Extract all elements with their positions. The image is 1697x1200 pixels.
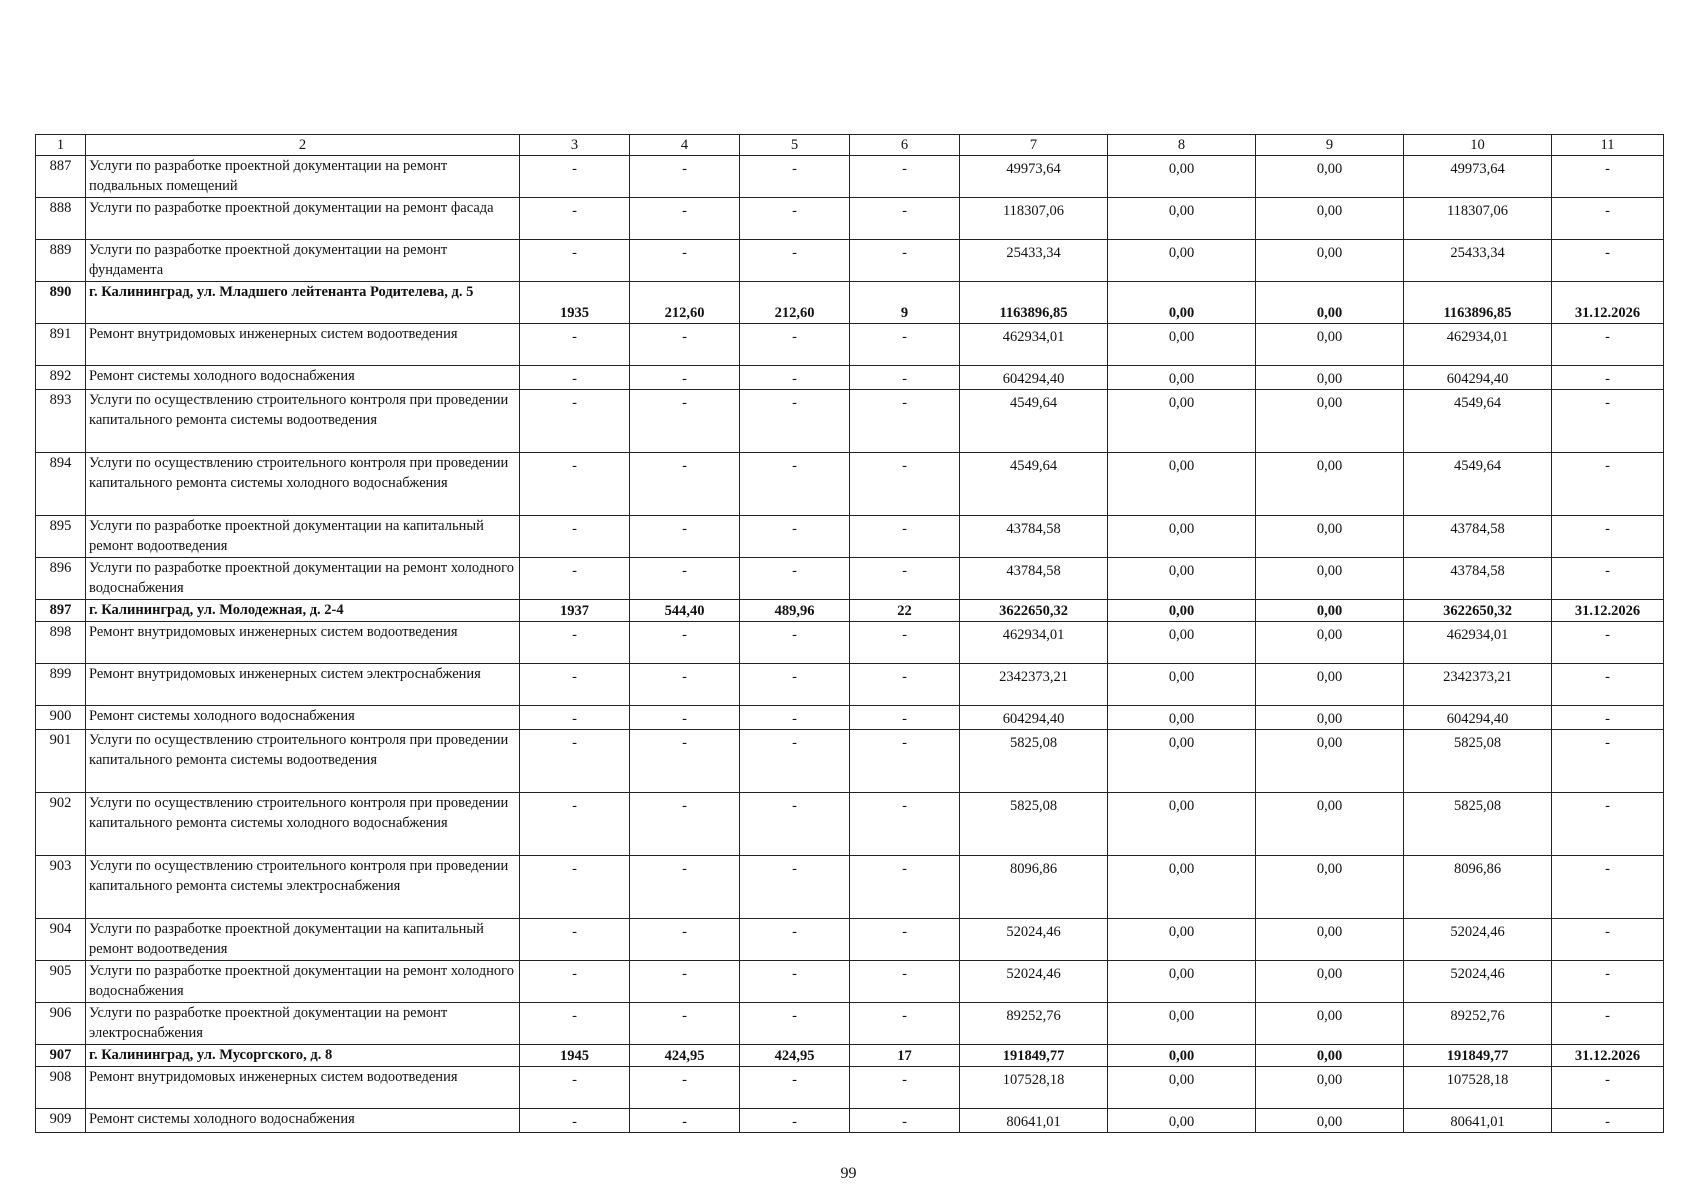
column-number-header: 7 xyxy=(960,135,1108,156)
cell-year-value: - xyxy=(520,324,630,366)
cell-area-living: - xyxy=(740,961,850,1003)
table-row xyxy=(36,156,1664,198)
table-row xyxy=(36,198,1664,240)
table-row xyxy=(36,622,1664,664)
cell-total-cost: 462934,01 xyxy=(960,622,1108,664)
cell-work-description: Услуги по осуществлению строительного контроля при проведении капитального ремонта системы электроснабжения xyxy=(86,856,520,919)
cell-deadline-date: - xyxy=(1552,390,1664,453)
cell-other-cost: 0,00 xyxy=(1256,390,1404,453)
cell-area-living: - xyxy=(740,558,850,600)
cell-area-total: - xyxy=(630,240,740,282)
cell-work-description: Услуги по разработке проектной документации на ремонт подвальных помещений xyxy=(86,156,520,198)
cell-row-number: 889 xyxy=(36,240,86,282)
cell-regional-cost: 4549,64 xyxy=(1404,453,1552,516)
cell-total-cost: 43784,58 xyxy=(960,516,1108,558)
cell-residents-count: - xyxy=(850,1067,960,1109)
cell-regional-cost: 8096,86 xyxy=(1404,856,1552,919)
cell-year-value: 1945 xyxy=(520,1045,630,1067)
cell-other-cost: 0,00 xyxy=(1256,282,1404,324)
cell-other-cost: 0,00 xyxy=(1256,730,1404,793)
cell-area-total: - xyxy=(630,1109,740,1133)
cell-total-cost: 52024,46 xyxy=(960,961,1108,1003)
cell-work-description: Услуги по разработке проектной документации на ремонт фундамента xyxy=(86,240,520,282)
cell-row-number: 909 xyxy=(36,1109,86,1133)
cell-fund-cost: 0,00 xyxy=(1108,156,1256,198)
column-number-header: 9 xyxy=(1256,135,1404,156)
table-row xyxy=(36,390,1664,453)
cell-residents-count: 9 xyxy=(850,282,960,324)
cell-total-cost: 43784,58 xyxy=(960,558,1108,600)
cell-fund-cost: 0,00 xyxy=(1108,730,1256,793)
cell-fund-cost: 0,00 xyxy=(1108,240,1256,282)
cell-year-value: - xyxy=(520,366,630,390)
cell-work-description: Ремонт системы холодного водоснабжения xyxy=(86,366,520,390)
cell-year-value: - xyxy=(520,558,630,600)
cell-residents-count: - xyxy=(850,664,960,706)
cell-area-living: - xyxy=(740,366,850,390)
cell-area-total: - xyxy=(630,730,740,793)
cell-row-number: 891 xyxy=(36,324,86,366)
cell-deadline-date: - xyxy=(1552,706,1664,730)
cell-regional-cost: 604294,40 xyxy=(1404,706,1552,730)
cell-year-value: - xyxy=(520,516,630,558)
column-number-header: 10 xyxy=(1404,135,1552,156)
cell-area-total: 212,60 xyxy=(630,282,740,324)
cell-area-living: - xyxy=(740,622,850,664)
address-row xyxy=(36,600,1664,622)
cell-row-number: 901 xyxy=(36,730,86,793)
table-row xyxy=(36,1003,1664,1045)
cell-total-cost: 462934,01 xyxy=(960,324,1108,366)
works-table xyxy=(35,134,1664,1133)
cell-row-number: 899 xyxy=(36,664,86,706)
cell-other-cost: 0,00 xyxy=(1256,664,1404,706)
cell-regional-cost: 43784,58 xyxy=(1404,558,1552,600)
cell-regional-cost: 52024,46 xyxy=(1404,919,1552,961)
cell-fund-cost: 0,00 xyxy=(1108,1003,1256,1045)
cell-total-cost: 4549,64 xyxy=(960,390,1108,453)
cell-regional-cost: 118307,06 xyxy=(1404,198,1552,240)
cell-residents-count: - xyxy=(850,622,960,664)
cell-residents-count: - xyxy=(850,366,960,390)
cell-residents-count: - xyxy=(850,793,960,856)
cell-deadline-date: - xyxy=(1552,793,1664,856)
cell-fund-cost: 0,00 xyxy=(1108,793,1256,856)
page-number: 99 xyxy=(840,1165,857,1182)
cell-area-living: 212,60 xyxy=(740,282,850,324)
cell-row-number: 908 xyxy=(36,1067,86,1109)
cell-residents-count: - xyxy=(850,730,960,793)
cell-total-cost: 3622650,32 xyxy=(960,600,1108,622)
cell-residents-count: - xyxy=(850,240,960,282)
cell-deadline-date: - xyxy=(1552,664,1664,706)
cell-deadline-date: - xyxy=(1552,156,1664,198)
cell-work-description: Ремонт внутридомовых инженерных систем водоотведения xyxy=(86,324,520,366)
cell-regional-cost: 80641,01 xyxy=(1404,1109,1552,1133)
cell-row-number: 907 xyxy=(36,1045,86,1067)
table-row xyxy=(36,793,1664,856)
cell-residents-count: - xyxy=(850,558,960,600)
cell-area-living: - xyxy=(740,324,850,366)
cell-year-value: - xyxy=(520,664,630,706)
table-row xyxy=(36,324,1664,366)
cell-residents-count: - xyxy=(850,390,960,453)
cell-other-cost: 0,00 xyxy=(1256,919,1404,961)
cell-regional-cost: 25433,34 xyxy=(1404,240,1552,282)
cell-deadline-date: - xyxy=(1552,453,1664,516)
cell-area-living: 424,95 xyxy=(740,1045,850,1067)
cell-deadline-date: 31.12.2026 xyxy=(1552,600,1664,622)
cell-other-cost: 0,00 xyxy=(1256,240,1404,282)
cell-year-value: - xyxy=(520,706,630,730)
cell-regional-cost: 5825,08 xyxy=(1404,730,1552,793)
cell-year-value: - xyxy=(520,622,630,664)
cell-area-total: 424,95 xyxy=(630,1045,740,1067)
cell-area-living: - xyxy=(740,240,850,282)
cell-year-value: - xyxy=(520,240,630,282)
cell-total-cost: 49973,64 xyxy=(960,156,1108,198)
cell-year-value: 1937 xyxy=(520,600,630,622)
cell-area-total: - xyxy=(630,919,740,961)
cell-fund-cost: 0,00 xyxy=(1108,961,1256,1003)
cell-deadline-date: - xyxy=(1552,961,1664,1003)
cell-row-number: 892 xyxy=(36,366,86,390)
cell-residents-count: 17 xyxy=(850,1045,960,1067)
cell-total-cost: 8096,86 xyxy=(960,856,1108,919)
cell-regional-cost: 604294,40 xyxy=(1404,366,1552,390)
cell-row-number: 906 xyxy=(36,1003,86,1045)
cell-regional-cost: 52024,46 xyxy=(1404,961,1552,1003)
cell-fund-cost: 0,00 xyxy=(1108,706,1256,730)
cell-area-total: - xyxy=(630,706,740,730)
cell-area-total: - xyxy=(630,366,740,390)
cell-area-total: - xyxy=(630,793,740,856)
cell-row-number: 887 xyxy=(36,156,86,198)
cell-year-value: - xyxy=(520,919,630,961)
cell-residents-count: - xyxy=(850,961,960,1003)
cell-fund-cost: 0,00 xyxy=(1108,1109,1256,1133)
cell-area-living: - xyxy=(740,730,850,793)
cell-other-cost: 0,00 xyxy=(1256,453,1404,516)
cell-total-cost: 604294,40 xyxy=(960,706,1108,730)
cell-other-cost: 0,00 xyxy=(1256,516,1404,558)
cell-area-living: - xyxy=(740,919,850,961)
table-row xyxy=(36,856,1664,919)
cell-total-cost: 52024,46 xyxy=(960,919,1108,961)
cell-residents-count: - xyxy=(850,706,960,730)
cell-fund-cost: 0,00 xyxy=(1108,198,1256,240)
cell-area-living: - xyxy=(740,156,850,198)
cell-area-total: - xyxy=(630,1067,740,1109)
cell-residents-count: - xyxy=(850,856,960,919)
cell-row-number: 890 xyxy=(36,282,86,324)
cell-total-cost: 604294,40 xyxy=(960,366,1108,390)
cell-total-cost: 107528,18 xyxy=(960,1067,1108,1109)
address-row xyxy=(36,1045,1664,1067)
cell-area-total: - xyxy=(630,558,740,600)
cell-fund-cost: 0,00 xyxy=(1108,516,1256,558)
cell-fund-cost: 0,00 xyxy=(1108,324,1256,366)
table-row xyxy=(36,516,1664,558)
cell-year-value: - xyxy=(520,856,630,919)
cell-year-value: - xyxy=(520,1003,630,1045)
cell-area-total: - xyxy=(630,1003,740,1045)
cell-row-number: 895 xyxy=(36,516,86,558)
cell-row-number: 888 xyxy=(36,198,86,240)
table-row xyxy=(36,1067,1664,1109)
cell-year-value: - xyxy=(520,730,630,793)
cell-deadline-date: 31.12.2026 xyxy=(1552,282,1664,324)
table-row xyxy=(36,706,1664,730)
cell-deadline-date: - xyxy=(1552,198,1664,240)
cell-regional-cost: 2342373,21 xyxy=(1404,664,1552,706)
cell-regional-cost: 49973,64 xyxy=(1404,156,1552,198)
cell-area-living: - xyxy=(740,516,850,558)
cell-total-cost: 4549,64 xyxy=(960,453,1108,516)
cell-area-living: - xyxy=(740,1067,850,1109)
cell-other-cost: 0,00 xyxy=(1256,1003,1404,1045)
cell-other-cost: 0,00 xyxy=(1256,198,1404,240)
table-body xyxy=(36,135,1664,1133)
cell-row-number: 903 xyxy=(36,856,86,919)
cell-regional-cost: 191849,77 xyxy=(1404,1045,1552,1067)
address-row xyxy=(36,282,1664,324)
cell-work-description: Услуги по разработке проектной документации на ремонт холодного водоснабжения xyxy=(86,961,520,1003)
cell-area-total: - xyxy=(630,390,740,453)
cell-area-living: - xyxy=(740,706,850,730)
column-number-header: 3 xyxy=(520,135,630,156)
cell-deadline-date: - xyxy=(1552,1109,1664,1133)
cell-deadline-date: - xyxy=(1552,856,1664,919)
header-row xyxy=(36,135,1664,156)
cell-residents-count: - xyxy=(850,919,960,961)
cell-deadline-date: - xyxy=(1552,622,1664,664)
cell-work-description: г. Калининград, ул. Молодежная, д. 2-4 xyxy=(86,600,520,622)
cell-year-value: - xyxy=(520,961,630,1003)
cell-fund-cost: 0,00 xyxy=(1108,453,1256,516)
cell-deadline-date: - xyxy=(1552,919,1664,961)
table-row xyxy=(36,1109,1664,1133)
cell-fund-cost: 0,00 xyxy=(1108,366,1256,390)
cell-work-description: Ремонт внутридомовых инженерных систем водоотведения xyxy=(86,622,520,664)
cell-other-cost: 0,00 xyxy=(1256,622,1404,664)
cell-total-cost: 118307,06 xyxy=(960,198,1108,240)
cell-work-description: Ремонт внутридомовых инженерных систем электроснабжения xyxy=(86,664,520,706)
cell-regional-cost: 462934,01 xyxy=(1404,622,1552,664)
cell-other-cost: 0,00 xyxy=(1256,856,1404,919)
cell-fund-cost: 0,00 xyxy=(1108,282,1256,324)
cell-other-cost: 0,00 xyxy=(1256,156,1404,198)
column-number-header: 6 xyxy=(850,135,960,156)
cell-row-number: 894 xyxy=(36,453,86,516)
cell-work-description: Услуги по разработке проектной документации на ремонт электроснабжения xyxy=(86,1003,520,1045)
cell-residents-count: - xyxy=(850,1109,960,1133)
cell-area-total: - xyxy=(630,622,740,664)
cell-year-value: - xyxy=(520,453,630,516)
cell-residents-count: - xyxy=(850,516,960,558)
cell-residents-count: - xyxy=(850,1003,960,1045)
table-row xyxy=(36,558,1664,600)
cell-other-cost: 0,00 xyxy=(1256,324,1404,366)
cell-deadline-date: - xyxy=(1552,324,1664,366)
cell-area-living: - xyxy=(740,1003,850,1045)
cell-work-description: Ремонт системы холодного водоснабжения xyxy=(86,1109,520,1133)
table-row xyxy=(36,664,1664,706)
cell-other-cost: 0,00 xyxy=(1256,600,1404,622)
cell-area-living: 489,96 xyxy=(740,600,850,622)
cell-row-number: 905 xyxy=(36,961,86,1003)
table-row xyxy=(36,366,1664,390)
column-number-header: 4 xyxy=(630,135,740,156)
cell-other-cost: 0,00 xyxy=(1256,366,1404,390)
cell-deadline-date: - xyxy=(1552,1067,1664,1109)
cell-work-description: Услуги по разработке проектной документации на капитальный ремонт водоотведения xyxy=(86,919,520,961)
cell-work-description: г. Калининград, ул. Младшего лейтенанта Родителева, д. 5 xyxy=(86,282,520,324)
cell-residents-count: 22 xyxy=(850,600,960,622)
cell-area-living: - xyxy=(740,664,850,706)
cell-fund-cost: 0,00 xyxy=(1108,1067,1256,1109)
cell-total-cost: 5825,08 xyxy=(960,793,1108,856)
cell-row-number: 902 xyxy=(36,793,86,856)
cell-year-value: - xyxy=(520,156,630,198)
cell-fund-cost: 0,00 xyxy=(1108,600,1256,622)
cell-total-cost: 89252,76 xyxy=(960,1003,1108,1045)
cell-total-cost: 191849,77 xyxy=(960,1045,1108,1067)
cell-work-description: г. Калининград, ул. Мусоргского, д. 8 xyxy=(86,1045,520,1067)
cell-fund-cost: 0,00 xyxy=(1108,919,1256,961)
cell-row-number: 900 xyxy=(36,706,86,730)
cell-year-value: - xyxy=(520,1109,630,1133)
cell-total-cost: 25433,34 xyxy=(960,240,1108,282)
cell-regional-cost: 462934,01 xyxy=(1404,324,1552,366)
cell-area-total: - xyxy=(630,961,740,1003)
cell-area-total: - xyxy=(630,856,740,919)
cell-regional-cost: 107528,18 xyxy=(1404,1067,1552,1109)
cell-regional-cost: 43784,58 xyxy=(1404,516,1552,558)
cell-row-number: 896 xyxy=(36,558,86,600)
column-number-header: 2 xyxy=(86,135,520,156)
cell-year-value: - xyxy=(520,198,630,240)
cell-residents-count: - xyxy=(850,324,960,366)
cell-fund-cost: 0,00 xyxy=(1108,1045,1256,1067)
cell-area-total: - xyxy=(630,453,740,516)
cell-year-value: - xyxy=(520,1067,630,1109)
cell-residents-count: - xyxy=(850,453,960,516)
table-row xyxy=(36,961,1664,1003)
cell-row-number: 898 xyxy=(36,622,86,664)
cell-year-value: - xyxy=(520,793,630,856)
cell-deadline-date: - xyxy=(1552,1003,1664,1045)
cell-year-value: - xyxy=(520,390,630,453)
cell-regional-cost: 1163896,85 xyxy=(1404,282,1552,324)
cell-work-description: Услуги по разработке проектной документации на ремонт фасада xyxy=(86,198,520,240)
cell-row-number: 897 xyxy=(36,600,86,622)
cell-total-cost: 5825,08 xyxy=(960,730,1108,793)
cell-area-living: - xyxy=(740,793,850,856)
cell-residents-count: - xyxy=(850,156,960,198)
cell-deadline-date: - xyxy=(1552,240,1664,282)
table-row xyxy=(36,730,1664,793)
cell-total-cost: 80641,01 xyxy=(960,1109,1108,1133)
cell-work-description: Услуги по осуществлению строительного контроля при проведении капитального ремонта системы водоотведения xyxy=(86,730,520,793)
cell-work-description: Услуги по разработке проектной документации на капитальный ремонт водоотведения xyxy=(86,516,520,558)
cell-regional-cost: 89252,76 xyxy=(1404,1003,1552,1045)
cell-area-total: - xyxy=(630,664,740,706)
cell-fund-cost: 0,00 xyxy=(1108,622,1256,664)
cell-other-cost: 0,00 xyxy=(1256,1067,1404,1109)
table-row xyxy=(36,453,1664,516)
cell-deadline-date: - xyxy=(1552,516,1664,558)
cell-other-cost: 0,00 xyxy=(1256,793,1404,856)
cell-area-living: - xyxy=(740,1109,850,1133)
cell-total-cost: 2342373,21 xyxy=(960,664,1108,706)
cell-area-total: 544,40 xyxy=(630,600,740,622)
cell-other-cost: 0,00 xyxy=(1256,1045,1404,1067)
cell-work-description: Ремонт внутридомовых инженерных систем водоотведения xyxy=(86,1067,520,1109)
cell-work-description: Ремонт системы холодного водоснабжения xyxy=(86,706,520,730)
cell-deadline-date: - xyxy=(1552,366,1664,390)
cell-area-living: - xyxy=(740,856,850,919)
cell-area-total: - xyxy=(630,156,740,198)
cell-area-living: - xyxy=(740,453,850,516)
table-row xyxy=(36,240,1664,282)
cell-work-description: Услуги по разработке проектной документации на ремонт холодного водоснабжения xyxy=(86,558,520,600)
cell-regional-cost: 5825,08 xyxy=(1404,793,1552,856)
cell-row-number: 893 xyxy=(36,390,86,453)
cell-other-cost: 0,00 xyxy=(1256,961,1404,1003)
cell-fund-cost: 0,00 xyxy=(1108,856,1256,919)
cell-other-cost: 0,00 xyxy=(1256,558,1404,600)
cell-regional-cost: 4549,64 xyxy=(1404,390,1552,453)
cell-work-description: Услуги по осуществлению строительного контроля при проведении капитального ремонта системы холодного водоснабжения xyxy=(86,793,520,856)
cell-fund-cost: 0,00 xyxy=(1108,664,1256,706)
cell-work-description: Услуги по осуществлению строительного контроля при проведении капитального ремонта системы водоотведения xyxy=(86,390,520,453)
cell-work-description: Услуги по осуществлению строительного контроля при проведении капитального ремонта системы холодного водоснабжения xyxy=(86,453,520,516)
cell-area-living: - xyxy=(740,198,850,240)
cell-other-cost: 0,00 xyxy=(1256,706,1404,730)
cell-area-total: - xyxy=(630,516,740,558)
column-number-header: 5 xyxy=(740,135,850,156)
cell-fund-cost: 0,00 xyxy=(1108,390,1256,453)
column-number-header: 11 xyxy=(1552,135,1664,156)
cell-regional-cost: 3622650,32 xyxy=(1404,600,1552,622)
cell-deadline-date: - xyxy=(1552,558,1664,600)
cell-area-total: - xyxy=(630,324,740,366)
cell-other-cost: 0,00 xyxy=(1256,1109,1404,1133)
cell-deadline-date: 31.12.2026 xyxy=(1552,1045,1664,1067)
cell-total-cost: 1163896,85 xyxy=(960,282,1108,324)
column-number-header: 8 xyxy=(1108,135,1256,156)
cell-area-total: - xyxy=(630,198,740,240)
cell-row-number: 904 xyxy=(36,919,86,961)
column-number-header: 1 xyxy=(36,135,86,156)
cell-deadline-date: - xyxy=(1552,730,1664,793)
cell-area-living: - xyxy=(740,390,850,453)
cell-fund-cost: 0,00 xyxy=(1108,558,1256,600)
cell-residents-count: - xyxy=(850,198,960,240)
cell-year-value: 1935 xyxy=(520,282,630,324)
table-row xyxy=(36,919,1664,961)
